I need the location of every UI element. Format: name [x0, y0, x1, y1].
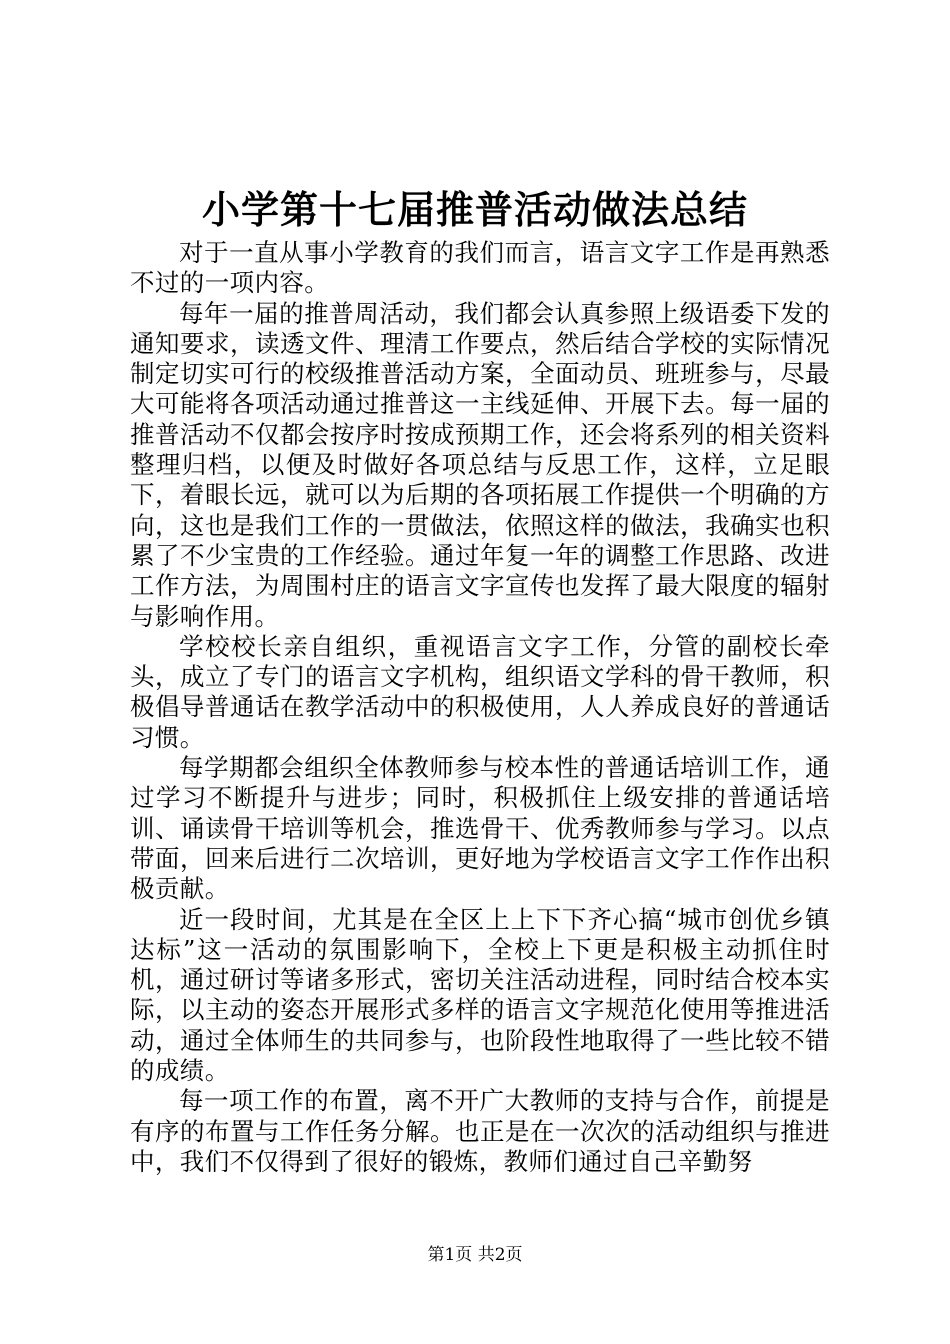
paragraph: 对于一直从事小学教育的我们而言，语言文字工作是再熟悉不过的一项内容。 [130, 238, 830, 298]
paragraph: 近一段时间，尤其是在全区上上下下齐心搞“城市创优乡镇达标”这一活动的氛围影响下，全校上下更是积极主动抓住时机，通过研讨等诸多形式，密切关注活动进程，同时结合校本实际，以主动的姿态开展形式多样的语言文字规范化使用等推进活动，通过全体师生的共同参与，也阶段性地取得了一些比较不错的成绩。 [130, 904, 830, 1086]
document-title: 小学第十七届推普活动做法总结 [201, 187, 748, 232]
paragraph: 每年一届的推普周活动，我们都会认真参照上级语委下发的通知要求，读透文件、理清工作要点，然后结合学校的实际情况制定切实可行的校级推普活动方案，全面动员、班班参与，尽最大可能将各项活动通过推普这一主线延伸、开展下去。每一届的推普活动不仅都会按序时按成预期工作，还会将系列的相关资料整理归档，以便及时做好各项总结与反思工作，这样，立足眼下，着眼长远，就可以为后期的各项拓展工作提供一个明确的方向，这也是我们工作的一贯做法，依照这样的做法，我确实也积累了不少宝贵的工作经验。通过年复一年的调整工作思路、改进工作方法，为周围村庄的语言文字宣传也发挥了最大限度的辐射与影响作用。 [130, 298, 830, 631]
paragraph: 学校校长亲自组织，重视语言文字工作，分管的副校长牵头，成立了专门的语言文字机构，组织语文学科的骨干教师，积极倡导普通话在教学活动中的积极使用，人人养成良好的普通话习惯。 [130, 631, 830, 752]
document-body [130, 238, 830, 1177]
paragraph: 每学期都会组织全体教师参与校本性的普通话培训工作，通过学习不断提升与进步；同时，积极抓住上级安排的普通话培训、诵读骨干培训等机会，推选骨干、优秀教师参与学习。以点带面，回来后进行二次培训，更好地为学校语言文字工作作出积极贡献。 [130, 753, 830, 904]
page-footer: 第1页 共2页 [427, 1245, 523, 1265]
paragraph: 每一项工作的布置，离不开广大教师的支持与合作，前提是有序的布置与工作任务分解。也正是在一次次的活动组织与推进中，我们不仅得到了很好的锻炼，教师们通过自己辛勤努 [130, 1086, 830, 1176]
